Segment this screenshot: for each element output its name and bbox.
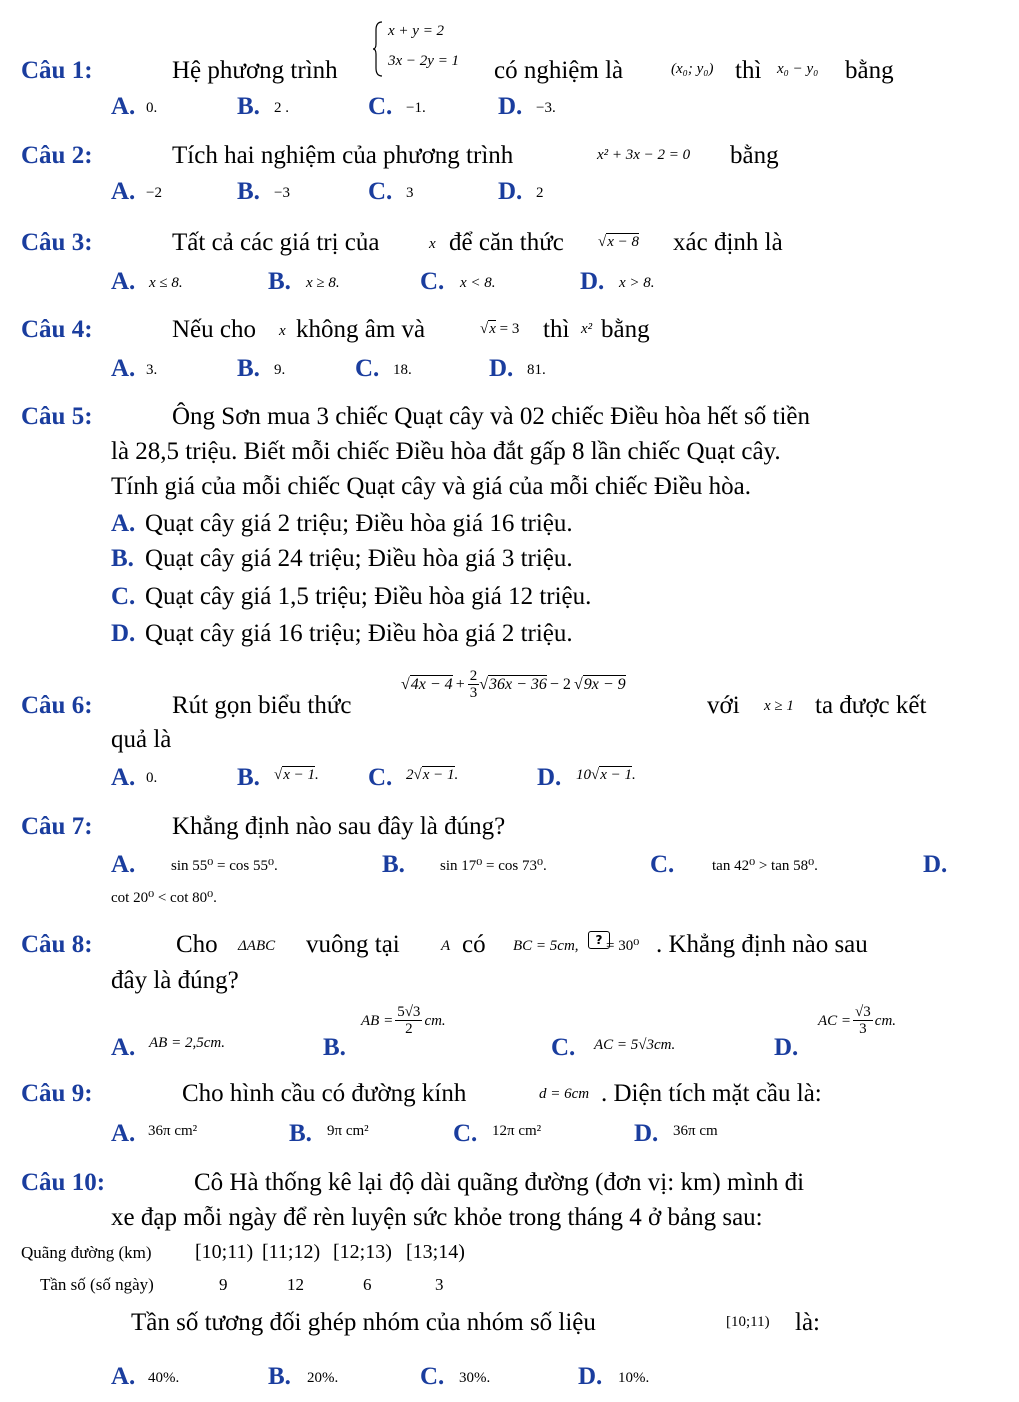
q6-option-b-letter[interactable]: B.	[237, 764, 260, 791]
q4-eq-rhs: = 3	[499, 321, 520, 337]
q1-expr: x₀ − y₀	[777, 61, 819, 77]
q2-option-b-letter[interactable]: B.	[237, 178, 260, 205]
q9-given: d = 6cm	[539, 1086, 590, 1102]
q10-label: Câu 10:	[21, 1169, 106, 1196]
q8-option-b-post: cm.	[424, 1012, 446, 1029]
q7-option-c[interactable]: tan 42⁰ > tan 58⁰.	[712, 858, 818, 874]
q6-condition: x ≥ 1	[764, 698, 794, 714]
q4-option-c-letter[interactable]: C.	[355, 355, 380, 382]
q8-option-b-num: 5√3	[397, 1004, 421, 1020]
q6-radicand-2: 36x − 36	[489, 675, 547, 693]
q5-option-d[interactable]: Quạt cây giá 16 triệu; Điều hòa giá 2 triệu.	[145, 620, 573, 647]
q2-option-c[interactable]: 3	[406, 185, 414, 201]
q10-group: [10;11)	[726, 1314, 770, 1330]
q6-option-d-letter[interactable]: D.	[537, 764, 562, 791]
q8-option-c-letter[interactable]: C.	[551, 1034, 576, 1061]
q1-label: Câu 1:	[21, 57, 93, 84]
q1-option-a[interactable]: 0.	[146, 100, 158, 116]
q6-plus: +	[455, 675, 465, 693]
q6-fraction-num: 2	[469, 668, 478, 684]
q8-option-b[interactable]	[361, 1004, 446, 1037]
q6-fraction-den: 3	[469, 685, 478, 701]
q10-option-c-letter[interactable]: C.	[420, 1363, 445, 1390]
q1-system-eq2: 3x − 2y = 1	[388, 53, 460, 69]
q10-option-b-letter[interactable]: B.	[268, 1363, 291, 1390]
q6-radical-1: √4x − 4	[401, 675, 453, 693]
q6-option-c-coef: 2	[406, 767, 414, 783]
q6-option-a[interactable]: 0.	[146, 770, 158, 786]
q8-option-c[interactable]: AC = 5√3cm.	[594, 1037, 676, 1053]
q6-radical-3: √9x − 9	[573, 675, 626, 693]
q4-option-b[interactable]: 9.	[274, 362, 286, 378]
q2-option-d[interactable]: 2	[536, 185, 544, 201]
q7-option-c-letter[interactable]: C.	[650, 851, 675, 878]
q2-stem2: bằng	[730, 142, 779, 169]
q8-option-b-fraction	[395, 1004, 422, 1037]
q2-option-d-letter[interactable]: D.	[498, 178, 523, 205]
q2-stem: Tích hai nghiệm của phương trình	[172, 142, 514, 169]
q3-radical: √x − 8	[598, 234, 640, 250]
q9-option-b-letter[interactable]: B.	[289, 1120, 312, 1147]
q5-line3: Tính giá của mỗi chiếc Quạt cây và giá của mỗi chiếc Điều hòa.	[111, 473, 752, 500]
q7-option-d-letter[interactable]: D.	[923, 851, 948, 878]
q6-option-c-radicand: x − 1	[422, 767, 455, 783]
q5-option-b-letter[interactable]: B.	[111, 545, 134, 572]
q6-radicand-1: 4x − 4	[410, 675, 453, 693]
q4-stem3: thì	[543, 316, 570, 343]
q7-option-a[interactable]: sin 55⁰ = cos 55⁰.	[171, 858, 278, 874]
q3-label: Câu 3:	[21, 229, 93, 256]
q2-option-a[interactable]: −2	[146, 185, 162, 201]
q8-option-d-den: 3	[859, 1021, 867, 1037]
q10-line1: Cô Hà thống kê lại độ dài quãng đường (đơn vị: km) mình đi	[194, 1169, 805, 1196]
q4-radicand: x	[489, 321, 496, 337]
q10-option-d-letter[interactable]: D.	[578, 1363, 603, 1390]
q5-line2: là 28,5 triệu. Biết mỗi chiếc Điều hòa đắt gấp 8 lần chiếc Quạt cây.	[111, 438, 781, 465]
q4-stem4: bằng	[601, 316, 650, 343]
q6-option-b-suffix: .	[315, 767, 319, 783]
q3-option-c[interactable]: x < 8.	[460, 275, 496, 291]
q5-option-a-letter[interactable]: A.	[111, 510, 136, 537]
q1-option-c[interactable]: −1.	[406, 100, 426, 116]
q7-option-a-letter[interactable]: A.	[111, 851, 136, 878]
q1-stem3: thì	[735, 57, 762, 84]
q8-option-d-fraction	[853, 1004, 873, 1037]
q5-option-c-letter[interactable]: C.	[111, 583, 136, 610]
q9-option-a[interactable]: 36π cm²	[148, 1123, 198, 1139]
q4-stem2: không âm và	[296, 316, 426, 343]
q2-label: Câu 2:	[21, 142, 93, 169]
q7-label: Câu 7:	[21, 813, 93, 840]
q3-option-a[interactable]: x ≤ 8.	[149, 275, 183, 291]
q4-label: Câu 4:	[21, 316, 93, 343]
q10-option-a[interactable]: 40%.	[148, 1370, 180, 1386]
q8-option-d-letter[interactable]: D.	[774, 1034, 799, 1061]
q5-label: Câu 5:	[21, 403, 93, 430]
table-cell: [12;13)	[333, 1241, 392, 1263]
q2-option-a-letter[interactable]: A.	[111, 178, 136, 205]
q6-stem: Rút gọn biểu thức	[172, 692, 352, 719]
q9-option-d[interactable]: 36π cm	[673, 1123, 718, 1139]
q8-option-d[interactable]	[818, 1004, 896, 1037]
q10-option-b[interactable]: 20%.	[307, 1370, 339, 1386]
q3-option-b[interactable]: x ≥ 8.	[306, 275, 340, 291]
q10-option-a-letter[interactable]: A.	[111, 1363, 136, 1390]
q3-option-a-letter[interactable]: A.	[111, 268, 136, 295]
q8-given: BC = 5cm,	[513, 938, 579, 954]
q5-option-c[interactable]: Quạt cây giá 1,5 triệu; Điều hòa giá 12 triệu.	[145, 583, 592, 610]
q3-option-b-letter[interactable]: B.	[268, 268, 291, 295]
q9-option-a-letter[interactable]: A.	[111, 1120, 136, 1147]
q6-stem2: với	[707, 692, 740, 719]
q9-label: Câu 9:	[21, 1080, 93, 1107]
q3-stem2: để căn thức	[449, 229, 564, 256]
q6-label: Câu 6:	[21, 692, 93, 719]
q4-option-c[interactable]: 18.	[393, 362, 412, 378]
q8-stem2: vuông tại	[306, 931, 400, 958]
q8-option-d-pre: AC =	[818, 1012, 852, 1029]
q8-vertex: A	[441, 938, 451, 954]
q7-option-b-letter[interactable]: B.	[382, 851, 405, 878]
q9-option-c[interactable]: 12π cm²	[492, 1123, 542, 1139]
q2-option-c-letter[interactable]: C.	[368, 178, 393, 205]
q3-option-c-letter[interactable]: C.	[420, 268, 445, 295]
q1-option-c-letter[interactable]: C.	[368, 93, 393, 120]
q8-option-a-letter[interactable]: A.	[111, 1034, 136, 1061]
q5-option-b[interactable]: Quạt cây giá 24 triệu; Điều hòa giá 3 triệu.	[145, 545, 573, 572]
q4-option-b-letter[interactable]: B.	[237, 355, 260, 382]
q3-var: x	[429, 236, 436, 252]
q1-option-b[interactable]: 2 .	[274, 100, 289, 116]
q10-option-d[interactable]: 10%.	[618, 1370, 650, 1386]
q8-angle-value: = 30⁰	[606, 938, 640, 954]
q6-radical-2: √36x − 36	[479, 675, 547, 693]
q1-option-b-letter[interactable]: B.	[237, 93, 260, 120]
q7-stem: Khẳng định nào sau đây là đúng?	[172, 813, 506, 840]
q4-option-d[interactable]: 81.	[527, 362, 546, 378]
table-cell: [11;12)	[262, 1241, 321, 1263]
q8-option-b-den: 2	[405, 1021, 413, 1037]
q9-option-b[interactable]: 9π cm²	[327, 1123, 369, 1139]
q7-option-d[interactable]: cot 20⁰ < cot 80⁰.	[111, 890, 217, 906]
q4-stem: Nếu cho	[172, 316, 256, 343]
table-cell: 12	[287, 1275, 304, 1294]
q8-line2: đây là đúng?	[111, 967, 239, 994]
table-cell: 9	[219, 1275, 228, 1294]
q6-fraction	[468, 668, 480, 701]
q6-option-b[interactable]: √x − 1.	[274, 767, 319, 783]
q1-stem: Hệ phương trình	[172, 57, 338, 84]
q1-stem2: có nghiệm là	[494, 57, 624, 84]
q9-option-d-letter[interactable]: D.	[634, 1120, 659, 1147]
q7-option-b[interactable]: sin 17⁰ = cos 73⁰.	[440, 858, 547, 874]
q6-option-d-radicand: x − 1	[600, 767, 633, 783]
q9-stem: Cho hình cầu có đường kính	[182, 1080, 467, 1107]
table-cell: 3	[435, 1275, 444, 1294]
q6-stem3: ta được kết	[815, 692, 927, 719]
q6-option-b-radicand: x − 1	[283, 767, 316, 783]
q3-option-d-letter[interactable]: D.	[580, 268, 605, 295]
q6-line2: quả là	[111, 726, 172, 753]
table-cell: [13;14)	[406, 1241, 465, 1263]
q4-option-a-letter[interactable]: A.	[111, 355, 136, 382]
q1-option-d-letter[interactable]: D.	[498, 93, 523, 120]
q6-option-d[interactable]: 10√x − 1.	[576, 767, 636, 783]
q4-var: x	[279, 323, 286, 339]
q6-radicand-3: 9x − 9	[583, 675, 626, 693]
missing-symbol-icon: ?	[588, 931, 610, 949]
q9-option-c-letter[interactable]: C.	[453, 1120, 478, 1147]
q4-power: x²	[581, 321, 593, 337]
q6-option-a-letter[interactable]: A.	[111, 764, 136, 791]
q6-minus: − 2	[549, 675, 571, 693]
q4-radical: √x = 3	[480, 321, 520, 337]
q8-option-d-num: √3	[855, 1004, 871, 1020]
q10-ask2: là:	[795, 1309, 820, 1336]
q1-option-a-letter[interactable]: A.	[111, 93, 136, 120]
q5-option-a[interactable]: Quạt cây giá 2 triệu; Điều hòa giá 16 triệu.	[145, 510, 573, 537]
q8-option-b-letter[interactable]: B.	[323, 1034, 346, 1061]
q8-label: Câu 8:	[21, 931, 93, 958]
q3-stem3: xác định là	[673, 229, 783, 256]
q3-radicand: x − 8	[607, 234, 640, 250]
q9-stem2: . Diện tích mặt cầu là:	[601, 1080, 822, 1107]
q6-option-c-suffix: .	[454, 767, 459, 783]
q6-option-d-suffix: .	[632, 767, 636, 783]
q3-stem: Tất cả các giá trị của	[172, 229, 380, 256]
q10-ask: Tần số tương đối ghép nhóm của nhóm số liệu	[131, 1309, 596, 1336]
q8-stem3: có	[462, 931, 486, 958]
q6-option-c-letter[interactable]: C.	[368, 764, 393, 791]
q1-system-eq1: x + y = 2	[388, 23, 445, 39]
q10-line2: xe đạp mỗi ngày để rèn luyện sức khỏe trong tháng 4 ở bảng sau:	[111, 1204, 763, 1231]
q6-option-d-coef: 10	[576, 767, 591, 783]
q8-stem4: . Khẳng định nào sau	[656, 931, 868, 958]
q1-pair: (x₀; y₀)	[671, 61, 714, 77]
q8-triangle: ΔABC	[238, 938, 276, 954]
q5-line1: Ông Sơn mua 3 chiếc Quạt cây và 02 chiếc Điều hòa hết số tiền	[172, 403, 811, 430]
q5-option-d-letter[interactable]: D.	[111, 620, 136, 647]
q6-expression	[401, 668, 626, 701]
q8-stem: Cho	[176, 931, 218, 958]
table-cell: [10;11)	[195, 1241, 254, 1263]
q2-option-b[interactable]: −3	[274, 185, 290, 201]
q1-stem4: bằng	[845, 57, 894, 84]
q3-option-d[interactable]: x > 8.	[619, 275, 655, 291]
table-row2-header: Tần số (số ngày)	[40, 1275, 154, 1294]
q2-equation: x² + 3x − 2 = 0	[597, 147, 691, 163]
q4-option-a[interactable]: 3.	[146, 362, 158, 378]
q4-option-d-letter[interactable]: D.	[489, 355, 514, 382]
table-cell: 6	[363, 1275, 372, 1294]
table-row1-header: Quãng đường (km)	[21, 1243, 152, 1262]
q10-option-c[interactable]: 30%.	[459, 1370, 491, 1386]
q8-option-d-post: cm.	[874, 1012, 897, 1029]
q8-option-b-pre: AB =	[361, 1012, 394, 1029]
left-brace-icon	[372, 20, 384, 78]
q6-option-c[interactable]: 2√x − 1.	[406, 767, 459, 783]
q8-option-a[interactable]: AB = 2,5cm.	[149, 1035, 225, 1051]
q1-option-d[interactable]: −3.	[536, 100, 556, 116]
